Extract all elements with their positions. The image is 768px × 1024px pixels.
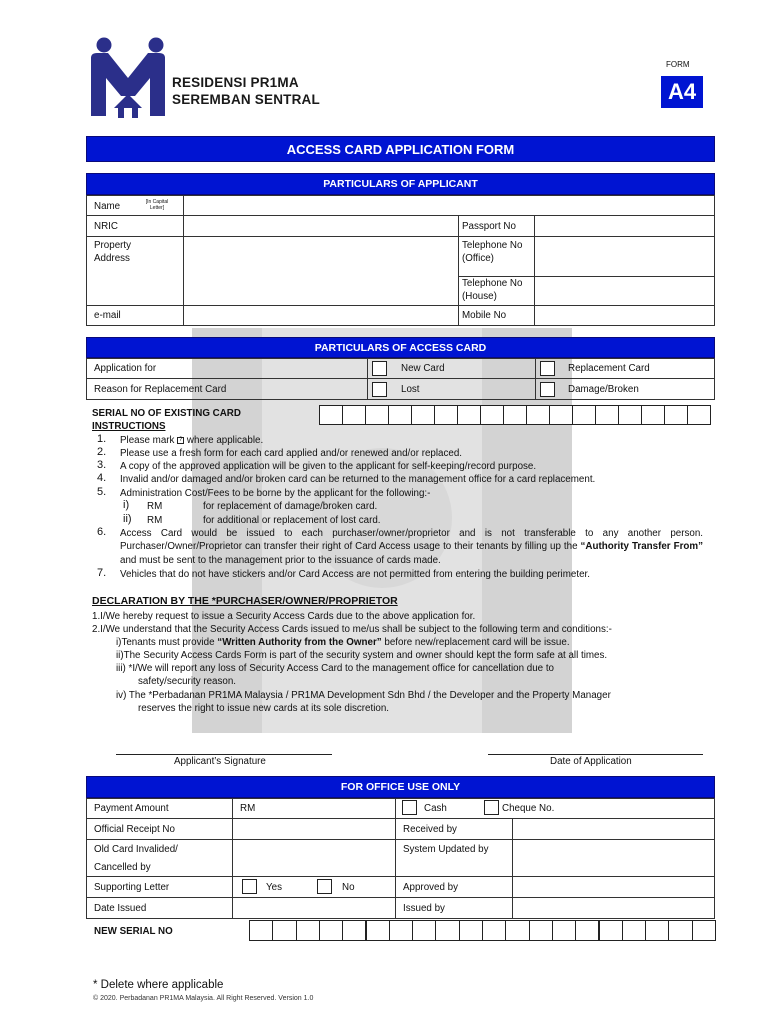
supporting-yes-checkbox[interactable]: [242, 879, 257, 894]
date-issued-label: Date Issued: [94, 903, 147, 914]
new-card-label: New Card: [401, 363, 445, 374]
tel-house-label-2: (House): [462, 291, 497, 302]
received-label: Received by: [403, 824, 457, 835]
nric-field[interactable]: [183, 215, 459, 237]
supporting-no-checkbox[interactable]: [317, 879, 332, 894]
old-card-label-2: Cancelled by: [94, 862, 151, 873]
old-card-field[interactable]: [232, 839, 396, 877]
payment-label: Payment Amount: [94, 803, 169, 814]
serial-digit-box[interactable]: [480, 405, 504, 425]
lost-cell: [367, 378, 536, 400]
serial-digit-box[interactable]: [595, 405, 619, 425]
serial-digit-box[interactable]: [526, 405, 550, 425]
instruction-4: Invalid and/or damaged and/or broken card can be returned to the management office for a card replacement.: [120, 474, 596, 485]
serial-digit-box[interactable]: [457, 405, 481, 425]
approved-field[interactable]: [512, 876, 715, 898]
name-label: Name: [94, 201, 121, 212]
serial-digit-box[interactable]: [664, 405, 688, 425]
lost-label: Lost: [401, 384, 420, 395]
serial-digit-box[interactable]: [412, 920, 436, 941]
checkbox-symbol-icon: ?: [179, 436, 183, 443]
declaration-1: 1.I/We hereby request to issue a Security Access Cards due to the above application for.: [92, 611, 476, 622]
email-field[interactable]: [183, 305, 459, 326]
old-card-label-1: Old Card Invalided/: [94, 844, 178, 855]
name-field[interactable]: [183, 195, 715, 216]
receipt-field[interactable]: [232, 818, 396, 840]
serial-digit-box[interactable]: [552, 920, 576, 941]
serial-digit-box[interactable]: [641, 405, 665, 425]
instruction-5a-num: i): [123, 499, 130, 511]
serial-digit-box[interactable]: [389, 920, 413, 941]
serial-digit-box[interactable]: [505, 920, 529, 941]
instructions-heading: INSTRUCTIONS: [92, 421, 166, 432]
delete-note: * Delete where applicable: [93, 979, 224, 991]
supporting-no-label: No: [342, 882, 355, 893]
replacement-card-checkbox[interactable]: [540, 361, 555, 376]
cheque-checkbox[interactable]: [484, 800, 499, 815]
instruction-6: Access Card would be issued to each purchaser/owner/proprietor and is not transferable to any another person. Purchaser/Owner/Proprietor can transfer their right of Card Access usage to their tenants by filling up the “Authority Transfer From” and must be sent to the management prior to the issuance of cards made.: [120, 528, 703, 566]
form-code-badge: A4: [661, 76, 703, 108]
property-label-2: Address: [94, 253, 130, 264]
replacement-card-label: Replacement Card: [568, 363, 650, 374]
logo-line2: SEREMBAN SENTRAL: [172, 92, 320, 107]
card-heading: PARTICULARS OF ACCESS CARD: [86, 337, 715, 358]
serial-digit-box[interactable]: [575, 920, 599, 941]
instruction-2: Please use a fresh form for each card applied and/or renewed and/or replaced.: [120, 448, 463, 459]
instruction-5a-text: for replacement of damage/broken card.: [203, 501, 378, 512]
approved-label: Approved by: [403, 882, 459, 893]
serial-digit-box[interactable]: [434, 405, 458, 425]
serial-digit-box[interactable]: [366, 920, 390, 941]
lost-checkbox[interactable]: [372, 382, 387, 397]
payment-field[interactable]: [232, 798, 396, 819]
receipt-label: Official Receipt No: [94, 824, 175, 835]
serial-digit-box[interactable]: [249, 920, 273, 941]
supporting-label: Supporting Letter: [94, 882, 170, 893]
name-note: [In Capital Letter]: [145, 199, 169, 211]
declaration-2i: i)Tenants must provide “Written Authority from the Owner” before new/replacement card will be issue.: [116, 637, 570, 648]
cash-checkbox[interactable]: [402, 800, 417, 815]
mobile-field[interactable]: [534, 305, 715, 326]
declaration-2iv-a: iv) The *Perbadanan PR1MA Malaysia / PR1MA Development Sdn Bhd / the Developer and the Property Manager: [116, 690, 611, 701]
serial-digit-box[interactable]: [529, 920, 553, 941]
tel-office-label-1: Telephone No: [462, 240, 523, 251]
cash-label: Cash: [424, 803, 447, 814]
new-serial-label: NEW SERIAL NO: [94, 926, 173, 937]
property-address-field[interactable]: [183, 236, 459, 306]
serial-label: SERIAL NO OF EXISTING CARD: [92, 408, 241, 419]
applicant-heading: PARTICULARS OF APPLICANT: [86, 173, 715, 195]
serial-digit-box[interactable]: [692, 920, 716, 941]
declaration-2iv-b: reserves the right to issue new cards at its sole discretion.: [138, 703, 390, 714]
instruction-1: Please mark ? where applicable.: [120, 435, 264, 446]
application-for-label: Application for: [94, 363, 157, 374]
date-issued-field[interactable]: [232, 897, 396, 919]
nric-label: NRIC: [94, 221, 118, 232]
serial-digit-box[interactable]: [388, 405, 412, 425]
form-label: FORM: [666, 60, 690, 69]
pr1ma-logo: [88, 36, 168, 120]
issued-by-label: Issued by: [403, 903, 445, 914]
page-title: ACCESS CARD APPLICATION FORM: [86, 136, 715, 162]
damage-checkbox[interactable]: [540, 382, 555, 397]
declaration-heading: DECLARATION BY THE *PURCHASER/OWNER/PROPRIETOR: [92, 595, 398, 607]
passport-label: Passport No: [462, 221, 516, 232]
serial-digit-box[interactable]: [549, 405, 573, 425]
received-field[interactable]: [512, 818, 715, 840]
issued-by-field[interactable]: [512, 897, 715, 919]
tel-house-label-1: Telephone No: [462, 278, 523, 289]
serial-digit-box[interactable]: [272, 920, 296, 941]
supporting-yes-label: Yes: [266, 882, 282, 893]
serial-digit-box[interactable]: [622, 920, 646, 941]
serial-digit-box[interactable]: [342, 405, 366, 425]
serial-digit-box[interactable]: [411, 405, 435, 425]
email-label: e-mail: [94, 310, 121, 321]
serial-digit-box[interactable]: [618, 405, 642, 425]
instruction-5b-rm: RM: [147, 515, 163, 526]
serial-digit-box[interactable]: [668, 920, 692, 941]
declaration-2iii-a: iii) *I/We will report any loss of Security Access Card to the management office for cancellation due to: [116, 663, 554, 674]
declaration-2: 2.I/We understand that the Security Access Cards issued to me/us shall be subject to the following term and conditions:-: [92, 624, 612, 635]
serial-digit-box[interactable]: [572, 405, 596, 425]
instruction-7: Vehicles that do not have stickers and/or Card Access are not permitted from entering the building perimeter.: [120, 569, 590, 580]
serial-digit-box[interactable]: [319, 405, 343, 425]
logo-line1: RESIDENSI PR1MA: [172, 75, 299, 90]
serial-digit-box[interactable]: [435, 920, 459, 941]
instruction-5b-num: ii): [123, 513, 132, 525]
instruction-5b-text: for additional or replacement of lost card.: [203, 515, 381, 526]
serial-digit-box[interactable]: [503, 405, 527, 425]
damage-label: Damage/Broken: [568, 384, 639, 395]
tel-house-field[interactable]: [534, 276, 715, 306]
date-label: Date of Application: [550, 756, 632, 767]
declaration-2iii-b: safety/security reason.: [138, 676, 237, 687]
reason-label: Reason for Replacement Card: [94, 384, 227, 395]
serial-digit-box[interactable]: [645, 920, 669, 941]
signature-label: Applicant’s Signature: [174, 756, 266, 767]
cheque-label: Cheque No.: [502, 803, 555, 814]
office-heading: FOR OFFICE USE ONLY: [86, 776, 715, 798]
rm-label: RM: [240, 803, 256, 814]
serial-digit-box[interactable]: [459, 920, 483, 941]
instruction-3: A copy of the approved application will be given to the applicant for self-keeping/record purpose.: [120, 461, 537, 472]
serial-digit-box[interactable]: [319, 920, 343, 941]
new-card-cell: [367, 358, 536, 379]
instruction-5: Administration Cost/Fees to be borne by the applicant for the following:-: [120, 488, 431, 499]
serial-digit-box[interactable]: [365, 405, 389, 425]
serial-digit-box[interactable]: [342, 920, 366, 941]
passport-field[interactable]: [534, 215, 715, 237]
serial-digit-box[interactable]: [296, 920, 320, 941]
instruction-5a-rm: RM: [147, 501, 163, 512]
serial-digit-box[interactable]: [599, 920, 623, 941]
tel-office-label-2: (Office): [462, 253, 494, 264]
tel-office-field[interactable]: [534, 236, 715, 277]
declaration-2ii: ii)The Security Access Cards Form is part of the security system and owner should kept the form safe at all times.: [116, 650, 608, 661]
new-card-checkbox[interactable]: [372, 361, 387, 376]
system-label: System Updated by: [403, 844, 489, 855]
property-label-1: Property: [94, 240, 132, 251]
system-field[interactable]: [512, 839, 715, 877]
serial-digit-box[interactable]: [482, 920, 506, 941]
mobile-label: Mobile No: [462, 310, 507, 321]
copyright: © 2020. Perbadanan PR1MA Malaysia. All Right Reserved. Version 1.0: [93, 995, 314, 1002]
serial-digit-box[interactable]: [687, 405, 711, 425]
